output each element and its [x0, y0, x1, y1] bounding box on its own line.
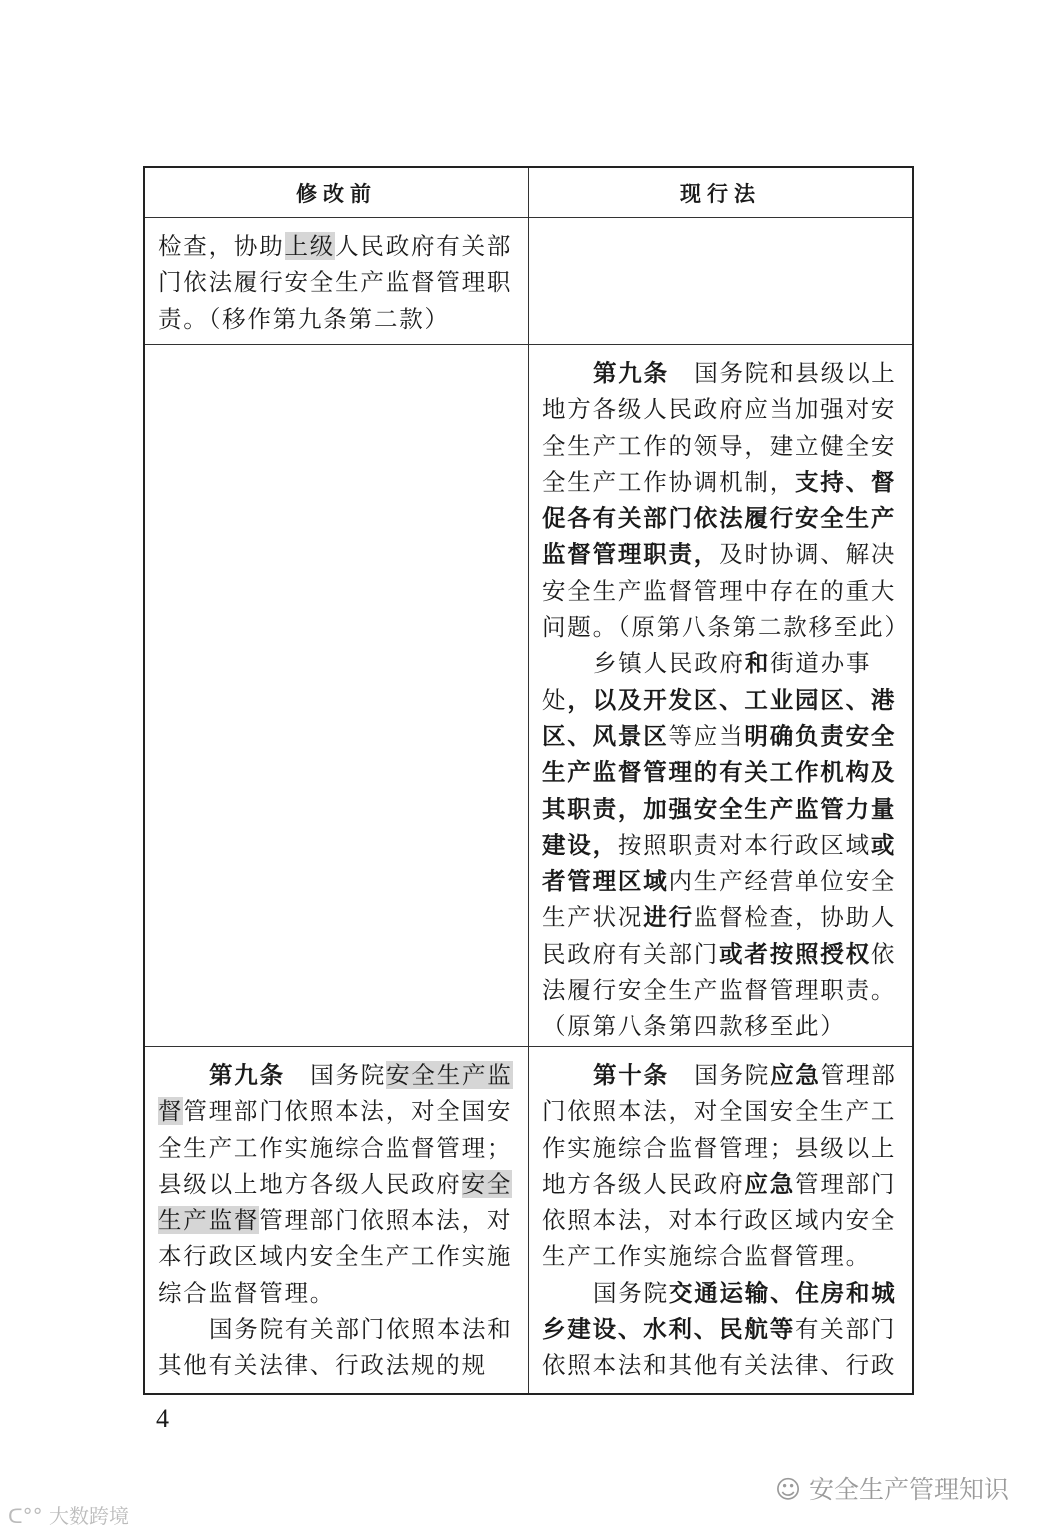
bold-text: 明确负责安全: [744, 721, 897, 750]
text: 等应当: [668, 721, 745, 750]
text: 生产状况: [542, 903, 644, 932]
text-line: [542, 1130, 912, 1166]
before-cell: [145, 1047, 529, 1393]
text-line: [542, 827, 912, 863]
text-line: [542, 464, 912, 500]
text-line: [542, 1057, 912, 1093]
bold-text: 应急: [770, 1061, 821, 1089]
bold-text: 监督管理职责，: [542, 540, 720, 569]
text-line: [158, 1093, 528, 1129]
bold-text: 交通运输、住房和城: [668, 1278, 897, 1307]
text-line: [542, 391, 912, 427]
text-line: [542, 500, 912, 536]
comparison-table: [143, 166, 914, 1395]
table-row: [145, 217, 912, 344]
header-before: 修改前: [145, 168, 529, 217]
text-line: [542, 1008, 912, 1044]
text: 国务院和县级以上: [668, 359, 897, 387]
bold-text: 或者按照授权: [719, 939, 871, 968]
text: 门依法履行安全生产监督管理职: [158, 268, 513, 297]
highlighted-text: 安全生产监: [386, 1061, 513, 1089]
watermark-text: 大数跨境: [48, 1504, 129, 1528]
text-line: [542, 1311, 912, 1347]
text-line: [542, 645, 912, 681]
text-line: [158, 1057, 528, 1093]
text-line: [158, 1347, 528, 1383]
text-line: [542, 863, 912, 899]
highlighted-text: 生产监督: [158, 1206, 260, 1235]
text-line: [542, 1238, 912, 1274]
text-line: [542, 682, 912, 718]
logo-icon: ᑕ°°: [8, 1504, 49, 1528]
text: 街道办事: [770, 649, 872, 678]
bold-text: 或: [870, 830, 897, 859]
text-line: [158, 1130, 528, 1166]
text: 及时协调、解决: [719, 540, 897, 569]
text-line: [542, 536, 912, 572]
text-line: [542, 428, 912, 464]
bold-text: 进行: [643, 903, 694, 932]
before-cell: [145, 218, 529, 344]
text-line: [158, 301, 528, 337]
bold-text: 第九条: [593, 359, 669, 387]
text-line: [542, 791, 912, 827]
text: 乡镇人民政府: [593, 649, 745, 678]
text: 安全生产监督管理中存在的重大: [542, 576, 897, 605]
text-line: [542, 355, 912, 391]
bold-text: 建设，: [542, 830, 618, 859]
text: 按照职责对本行政区域: [617, 830, 871, 859]
text: 管理部门依照本法，对: [259, 1206, 513, 1235]
text: 地方各级人民政府: [542, 1169, 745, 1198]
text-line: [542, 754, 912, 790]
text: 全生产工作实施综合监督管理；: [158, 1133, 513, 1162]
watermark-text: 安全生产管理知识: [809, 1475, 1010, 1504]
bold-text: 其职责，加强安全生产监管力量: [542, 794, 897, 823]
text-line: [158, 264, 528, 300]
highlighted-text: 安全: [461, 1169, 513, 1198]
highlighted-text: 上级: [284, 232, 336, 260]
text: 问题。（原第八条第二款移至此）: [542, 613, 910, 642]
current-cell: [529, 218, 912, 344]
text: 生产工作实施综合监督管理。: [542, 1242, 871, 1271]
bold-text: 者管理区域: [542, 867, 669, 896]
text: 国务院有关部门依照本法和: [209, 1315, 513, 1344]
text-line: [542, 899, 912, 935]
header-current: 现行法: [680, 181, 761, 206]
text: 本行政区域内安全生产工作实施: [158, 1242, 513, 1271]
text: 作实施综合监督管理；县级以上: [542, 1133, 897, 1162]
text: 检查，协助: [158, 232, 285, 260]
bold-text: 第九条: [209, 1061, 285, 1089]
wechat-icon: ☺: [775, 1475, 810, 1504]
text: 国务院: [593, 1278, 669, 1307]
text: 依照本法，对本行政区域内安全: [542, 1206, 897, 1235]
text-line: [542, 609, 912, 645]
table-header-row: [145, 168, 912, 217]
text: 责。（移作第九条第二款）: [158, 304, 450, 333]
table-row: [145, 344, 912, 1046]
bold-text: 生产监督管理的有关工作机构及: [542, 758, 897, 787]
text: 处: [542, 685, 568, 714]
text: 国务院: [284, 1061, 387, 1089]
text: 全生产工作的领导，建立健全安: [542, 431, 897, 460]
bold-text: 乡建设、水利、民航等: [542, 1315, 795, 1344]
text: 依照本法和其他有关法律、行政: [542, 1351, 897, 1380]
highlighted-text: 督: [158, 1097, 184, 1126]
text: 内生产经营单位安全: [668, 867, 897, 896]
text: （原第八条第四款移至此）: [542, 1012, 846, 1041]
text-line: [542, 1202, 912, 1238]
text: 其他有关法律、行政法规的规: [158, 1351, 487, 1380]
text: 综合监督管理。: [158, 1278, 336, 1307]
text: 国务院: [668, 1061, 771, 1089]
text-line: [158, 228, 528, 264]
text-line: [542, 1347, 912, 1383]
bold-text: 区、风景区: [542, 721, 669, 750]
text-line: [542, 1166, 912, 1202]
page-number: 4: [156, 1404, 169, 1433]
table-row: [145, 1046, 912, 1393]
text-line: [542, 1093, 912, 1129]
text-line: [542, 1275, 912, 1311]
before-cell: [145, 345, 529, 1046]
text-line: [158, 1166, 528, 1202]
text-line: [158, 1311, 528, 1347]
bold-text: 第十条: [593, 1061, 669, 1089]
text-line: [542, 718, 912, 754]
text-line: [158, 1202, 528, 1238]
text: 管理部门依照本法，对全国安: [183, 1097, 513, 1126]
text: 地方各级人民政府应当加强对安: [542, 395, 897, 424]
wechat-watermark: [775, 1470, 1009, 1506]
text: 民政府有关部门: [542, 939, 720, 968]
text-line: [542, 972, 912, 1008]
text-line: [158, 1238, 528, 1274]
text: 管理部门: [795, 1169, 897, 1198]
text: 有关部门: [795, 1315, 897, 1344]
text-line: [542, 573, 912, 609]
bold-text: 和: [744, 649, 771, 678]
text: 人民政府有关部: [335, 232, 513, 260]
text: 监督检查，协助人: [693, 903, 897, 932]
bold-text: ，以及开发区、工业园区、港: [567, 685, 897, 714]
text: 法履行安全生产监督管理职责。: [542, 976, 897, 1005]
text: 依: [870, 939, 897, 968]
corner-watermark: [8, 1500, 129, 1529]
text-line: [542, 936, 912, 972]
current-cell: [529, 345, 912, 1046]
text: 全生产工作协调机制，: [542, 467, 795, 496]
bold-text: 支持、督: [795, 467, 897, 496]
text: 县级以上地方各级人民政府: [158, 1169, 462, 1198]
text: 门依照本法，对全国安全生产工: [542, 1097, 897, 1126]
bold-text: 促各有关部门依法履行安全生产: [542, 504, 897, 533]
bold-text: 应急: [744, 1169, 796, 1198]
current-cell: [529, 1047, 912, 1393]
text-line: [158, 1275, 528, 1311]
text: 管理部: [820, 1061, 897, 1089]
